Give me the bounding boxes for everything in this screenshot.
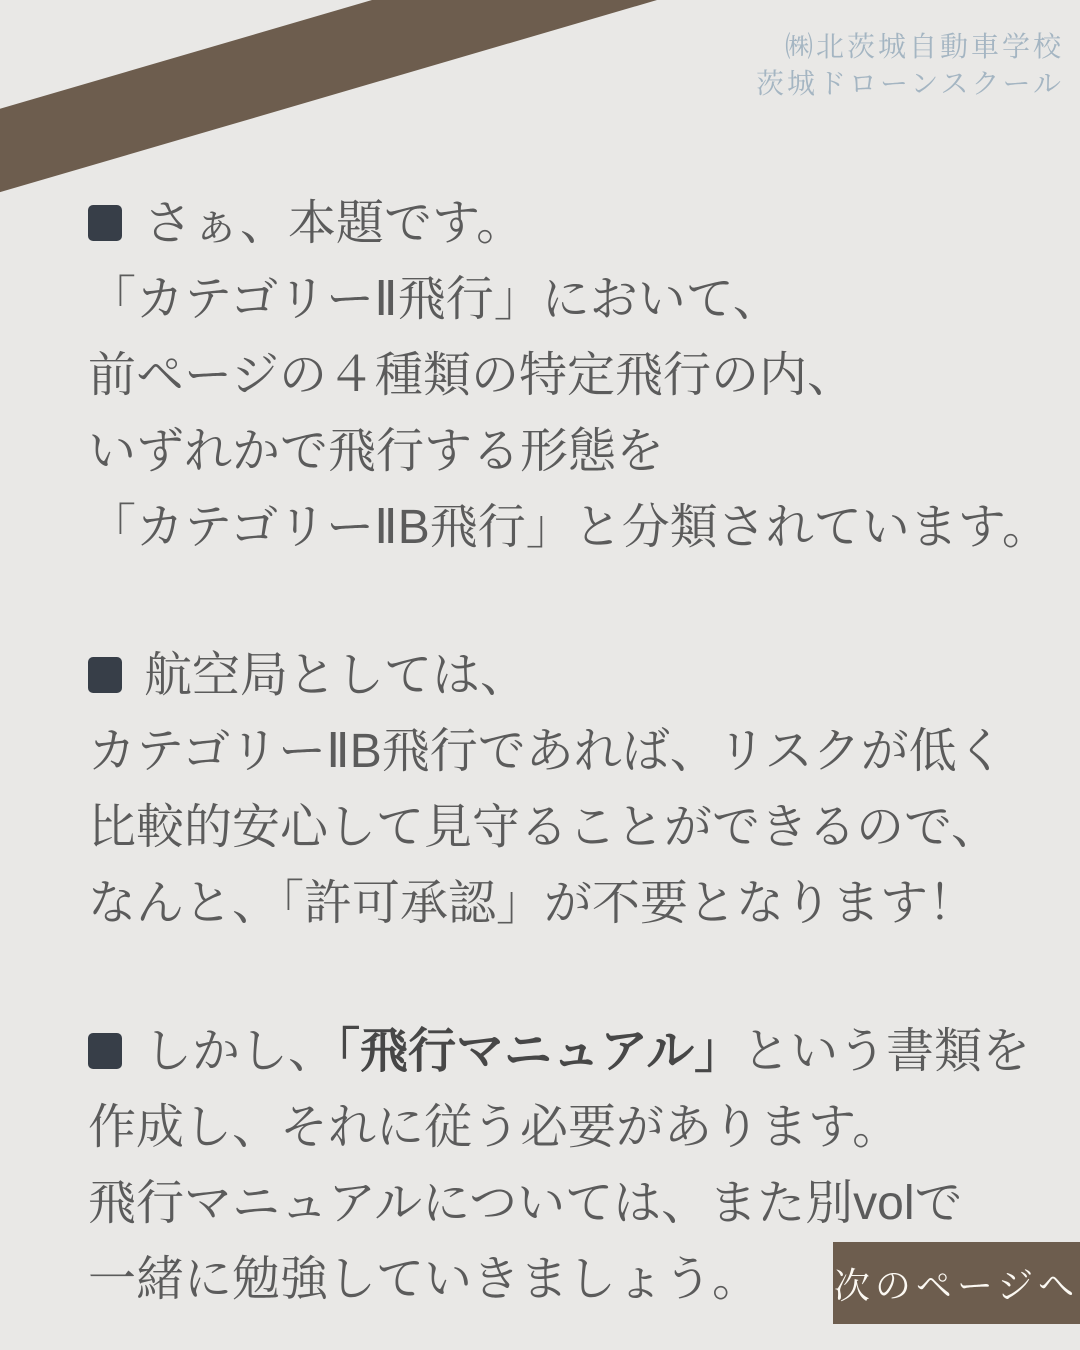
school-name: 茨城ドローンスクール	[755, 68, 1064, 99]
text-line: 一緒に勉強していきましょう。	[88, 1253, 761, 1306]
text-line: 「カテゴリーⅡ飛行」において、	[88, 273, 781, 326]
next-page-button[interactable]	[833, 1242, 1080, 1324]
text-line: なんと、「許可承認」が不要となります！	[88, 877, 977, 930]
text-line: 作成し、それに従う必要があります。	[88, 1101, 901, 1154]
paragraph-1	[88, 186, 1070, 566]
text-line	[88, 638, 1070, 714]
text-line-content: 航空局としては、	[144, 649, 529, 702]
text-line: 飛行マニュアルについては、また別volで	[88, 1177, 963, 1230]
paragraph-2	[88, 638, 1070, 942]
school-header	[756, 28, 1064, 102]
text-line: 「カテゴリーⅡB飛行」と分類されています。	[88, 501, 1050, 554]
text-line	[88, 1014, 1070, 1090]
company-name: ㈱北茨城自動車学校	[784, 31, 1064, 62]
text-line-content: しかし、	[144, 1025, 337, 1078]
main-text	[88, 186, 1070, 1318]
text-line: カテゴリーⅡB飛行であれば、リスクが低く	[88, 725, 1005, 778]
bullet-square-icon	[88, 1033, 122, 1069]
text-line: 比較的安心して見守ることができるので、	[88, 801, 1000, 854]
text-line: いずれかで飛行する形態を	[88, 425, 665, 478]
emphasized-text: 「飛行マニュアル」	[336, 1025, 743, 1078]
text-line-content: という書類を	[742, 1025, 1031, 1078]
text-line: 前ページの４種類の特定飛行の内、	[88, 349, 856, 402]
bullet-square-icon	[88, 657, 122, 693]
bullet-square-icon	[88, 205, 122, 241]
text-line	[88, 186, 1070, 262]
next-page-button-label: 次のページへ	[833, 1265, 1080, 1306]
text-line-content: さぁ、本題です。	[144, 197, 525, 250]
